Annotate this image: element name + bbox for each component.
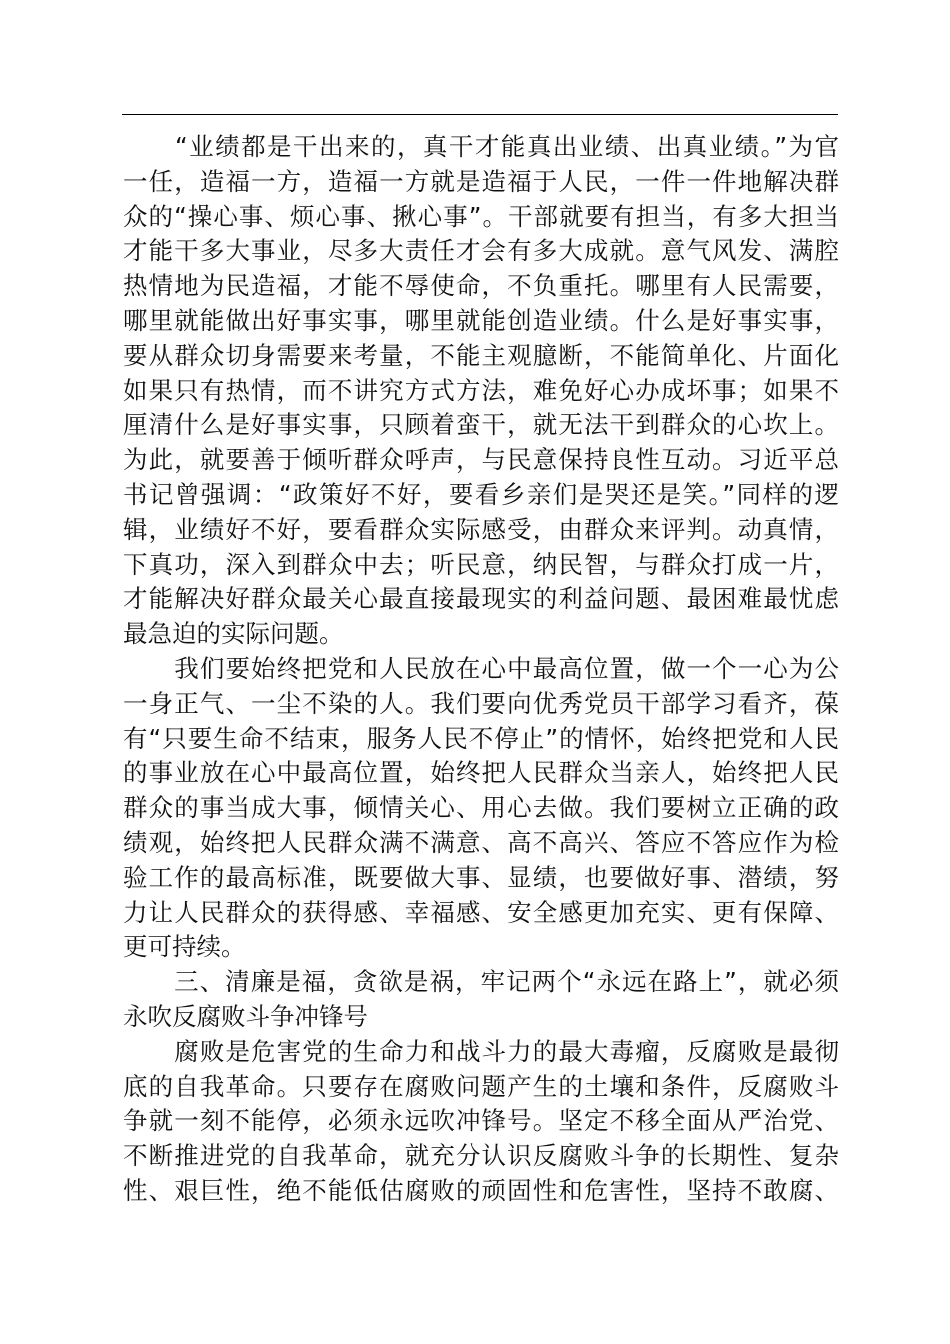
text-line: 为此，就要善于倾听群众呼声，与民意保持良性互动。习近平总	[123, 445, 839, 475]
text-line: 才能解决好群众最关心最直接最现实的利益问题、最困难最忧虑	[123, 584, 839, 614]
text-line: 一任，造福一方，造福一方就是造福于人民，一件一件地解决群	[123, 166, 839, 196]
text-line: 底的自我革命。只要存在腐败问题产生的土壤和条件，反腐败斗	[123, 1071, 839, 1101]
text-line: 争就一刻不能停，必须永远吹冲锋号。坚定不移全面从严治党、	[123, 1106, 839, 1136]
header-rule	[122, 114, 838, 115]
text-line: 辑，业绩好不好，要看群众实际感受，由群众来评判。动真情，	[123, 514, 839, 544]
text-line: “业绩都是干出来的，真干才能真出业绩、出真业绩。”为官	[123, 132, 839, 161]
text-line: 才能干多大事业，尽多大责任才会有多大成就。意气风发、满腔	[123, 236, 839, 266]
text-line: 我们要始终把党和人民放在心中最高位置，做一个一心为公	[123, 653, 839, 683]
text-line: 要从群众切身需要来考量，不能主观臆断，不能简单化、片面化	[123, 340, 839, 370]
text-line: 书记曾强调：“政策好不好，要看乡亲们是哭还是笑。”同样的逻	[123, 479, 839, 509]
text-line: 不断推进党的自我革命，就充分认识反腐败斗争的长期性、复杂	[123, 1141, 839, 1171]
text-line: 群众的事当成大事，倾情关心、用心去做。我们要树立正确的政	[123, 793, 839, 823]
text-line: 如果只有热情，而不讲究方式方法，难免好心办成坏事；如果不	[123, 375, 839, 405]
text-line: 验工作的最高标准，既要做大事、显绩，也要做好事、潜绩，努	[123, 862, 839, 892]
text-line: 最急迫的实际问题。	[123, 619, 344, 649]
text-line: 永吹反腐败斗争冲锋号	[123, 1001, 368, 1031]
body-text	[123, 130, 839, 1209]
text-line: 三、清廉是福，贪欲是祸，牢记两个“永远在路上”，就必须	[123, 967, 839, 997]
text-line: 绩观，始终把人民群众满不满意、高不高兴、答应不答应作为检	[123, 827, 839, 857]
text-line: 热情地为民造福，才能不辱使命，不负重托。哪里有人民需要，	[123, 271, 839, 301]
text-line: 的事业放在心中最高位置，始终把人民群众当亲人，始终把人民	[123, 758, 839, 788]
text-line: 更可持续。	[123, 932, 246, 962]
text-line: 下真功，深入到群众中去；听民意，纳民智，与群众打成一片，	[123, 549, 839, 579]
text-line: 腐败是危害党的生命力和战斗力的最大毒瘤，反腐败是最彻	[123, 1036, 839, 1066]
text-line: 厘清什么是好事实事，只顾着蛮干，就无法干到群众的心坎上。	[123, 410, 839, 440]
text-line: 一身正气、一尘不染的人。我们要向优秀党员干部学习看齐，葆	[123, 688, 839, 718]
text-line: 哪里就能做出好事实事，哪里就能创造业绩。什么是好事实事，	[123, 305, 839, 335]
text-line: 众的“操心事、烦心事、揪心事”。干部就要有担当，有多大担当	[123, 201, 839, 231]
text-line: 力让人民群众的获得感、幸福感、安全感更加充实、更有保障、	[123, 897, 839, 927]
text-line: 性、艰巨性，绝不能低估腐败的顽固性和危害性，坚持不敢腐、	[123, 1175, 839, 1205]
text-line: 有“只要生命不结束，服务人民不停止”的情怀，始终把党和人民	[123, 723, 839, 753]
